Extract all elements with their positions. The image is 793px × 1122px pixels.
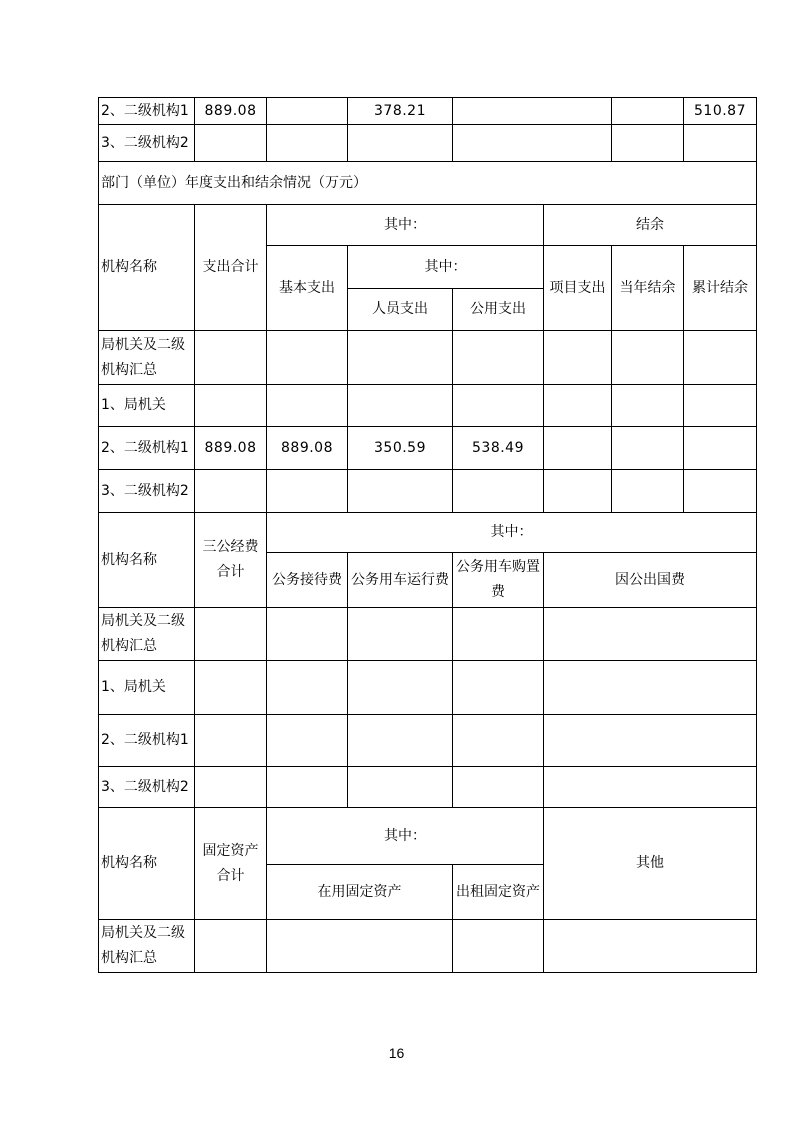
org-name-cell: 3、二级机构2 xyxy=(99,767,195,808)
header-other: 其他 xyxy=(544,808,757,920)
public-cell: 538.49 xyxy=(453,427,544,470)
value-cell xyxy=(267,98,348,125)
header-personnel: 人员支出 xyxy=(348,289,453,331)
data-table xyxy=(98,97,757,973)
value-cell xyxy=(453,125,612,162)
public-cell xyxy=(453,331,544,385)
cum-balance-cell xyxy=(684,331,757,385)
header-balance: 结余 xyxy=(544,205,757,246)
value-cell xyxy=(684,125,757,162)
total-cell: 889.08 xyxy=(195,427,267,470)
header-vehicle-buy: 公务用车购置费 xyxy=(453,553,544,608)
rented-cell xyxy=(453,920,544,973)
table-row xyxy=(99,661,757,715)
header-org-name: 机构名称 xyxy=(99,205,195,331)
reception-cell xyxy=(267,767,348,808)
year-balance-cell xyxy=(612,331,684,385)
org-name-cell: 2、二级机构1 xyxy=(99,427,195,470)
value-cell xyxy=(348,125,453,162)
header-project: 项目支出 xyxy=(544,246,612,331)
vehicle-run-cell xyxy=(348,767,453,808)
value-cell: 510.87 xyxy=(684,98,757,125)
total-cell xyxy=(195,767,267,808)
total-cell xyxy=(195,608,267,661)
vehicle-buy-cell xyxy=(453,715,544,767)
table-row xyxy=(99,98,757,125)
header-row xyxy=(99,205,757,246)
table-row xyxy=(99,427,757,470)
cum-balance-cell xyxy=(684,427,757,470)
value-cell xyxy=(267,125,348,162)
header-of-which: 其中： xyxy=(267,205,544,246)
abroad-cell xyxy=(544,767,757,808)
public-cell xyxy=(453,470,544,513)
vehicle-buy-cell xyxy=(453,767,544,808)
table-row xyxy=(99,125,757,162)
table-row xyxy=(99,385,757,427)
in-use-cell xyxy=(267,920,453,973)
cum-balance-cell xyxy=(684,385,757,427)
abroad-cell xyxy=(544,661,757,715)
header-row xyxy=(99,513,757,553)
org-name-cell: 3、二级机构2 xyxy=(99,125,195,162)
personnel-cell xyxy=(348,385,453,427)
table-row xyxy=(99,767,757,808)
page-number: 16 xyxy=(388,1045,405,1061)
year-balance-cell xyxy=(612,470,684,513)
value-cell: 378.21 xyxy=(348,98,453,125)
personnel-cell xyxy=(348,331,453,385)
personnel-cell xyxy=(348,470,453,513)
basic-cell xyxy=(267,331,348,385)
org-name-cell: 局机关及二级机构汇总 xyxy=(99,608,195,661)
value-cell xyxy=(612,98,684,125)
section-title-row xyxy=(99,162,757,205)
table-row xyxy=(99,920,757,973)
basic-cell xyxy=(267,470,348,513)
reception-cell xyxy=(267,608,348,661)
org-name-cell: 1、局机关 xyxy=(99,661,195,715)
table-row xyxy=(99,470,757,513)
header-rented: 出租固定资产 xyxy=(453,865,544,920)
section-title: 部门（单位）年度支出和结余情况（万元） xyxy=(99,162,757,205)
reception-cell xyxy=(267,661,348,715)
cum-balance-cell xyxy=(684,470,757,513)
header-of-which-2: 其中： xyxy=(348,246,544,289)
header-sangong-total: 三公经费合计 xyxy=(195,513,267,608)
header-abroad: 因公出国费 xyxy=(544,553,757,608)
org-name-cell: 3、二级机构2 xyxy=(99,470,195,513)
vehicle-buy-cell xyxy=(453,608,544,661)
reception-cell xyxy=(267,715,348,767)
org-name-cell: 局机关及二级机构汇总 xyxy=(99,331,195,385)
value-cell: 889.08 xyxy=(195,98,267,125)
basic-cell: 889.08 xyxy=(267,427,348,470)
table-row xyxy=(99,608,757,661)
header-cum-balance: 累计结余 xyxy=(684,246,757,331)
header-org-name: 机构名称 xyxy=(99,808,195,920)
header-vehicle-run: 公务用车运行费 xyxy=(348,553,453,608)
project-cell xyxy=(544,331,612,385)
org-name-cell: 2、二级机构1 xyxy=(99,715,195,767)
header-of-which: 其中： xyxy=(267,808,544,865)
other-cell xyxy=(544,920,757,973)
org-name-cell: 局机关及二级机构汇总 xyxy=(99,920,195,973)
total-cell xyxy=(195,920,267,973)
header-public: 公用支出 xyxy=(453,289,544,331)
public-cell xyxy=(453,385,544,427)
project-cell xyxy=(544,385,612,427)
abroad-cell xyxy=(544,608,757,661)
personnel-cell: 350.59 xyxy=(348,427,453,470)
header-reception: 公务接待费 xyxy=(267,553,348,608)
abroad-cell xyxy=(544,715,757,767)
table-row xyxy=(99,715,757,767)
header-org-name: 机构名称 xyxy=(99,513,195,608)
total-cell xyxy=(195,470,267,513)
year-balance-cell xyxy=(612,427,684,470)
header-basic: 基本支出 xyxy=(267,246,348,331)
vehicle-run-cell xyxy=(348,608,453,661)
vehicle-run-cell xyxy=(348,661,453,715)
header-of-which: 其中： xyxy=(267,513,757,553)
project-cell xyxy=(544,470,612,513)
header-in-use: 在用固定资产 xyxy=(267,865,453,920)
vehicle-run-cell xyxy=(348,715,453,767)
total-cell xyxy=(195,385,267,427)
vehicle-buy-cell xyxy=(453,661,544,715)
project-cell xyxy=(544,427,612,470)
total-cell xyxy=(195,715,267,767)
org-name-cell: 1、局机关 xyxy=(99,385,195,427)
org-name-cell: 2、二级机构1 xyxy=(99,98,195,125)
value-cell xyxy=(612,125,684,162)
total-cell xyxy=(195,661,267,715)
header-row xyxy=(99,808,757,865)
total-cell xyxy=(195,331,267,385)
value-cell xyxy=(195,125,267,162)
year-balance-cell xyxy=(612,385,684,427)
table-row xyxy=(99,331,757,385)
header-total: 支出合计 xyxy=(195,205,267,331)
header-year-balance: 当年结余 xyxy=(612,246,684,331)
value-cell xyxy=(453,98,612,125)
header-fixed-asset-total: 固定资产合计 xyxy=(195,808,267,920)
basic-cell xyxy=(267,385,348,427)
